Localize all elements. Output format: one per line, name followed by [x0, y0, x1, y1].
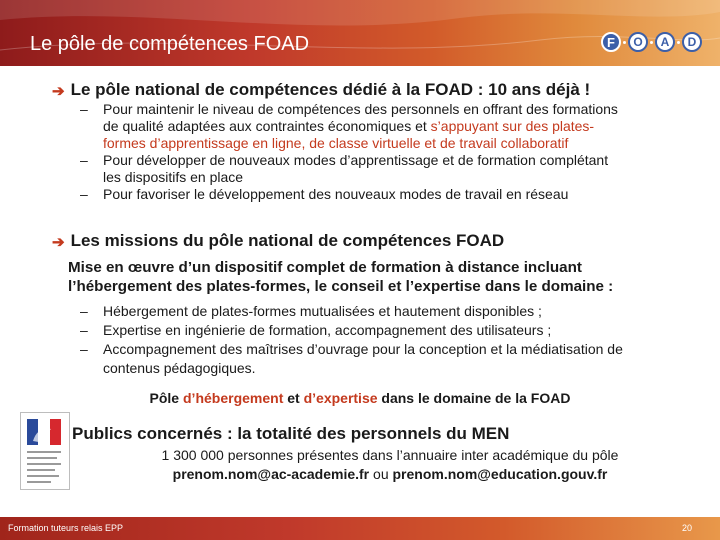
list-item: – Expertise en ingénierie de formation, accompagnement des utilisateurs ; [80, 322, 552, 338]
email-link[interactable]: prenom.nom@ac-academie.fr [172, 466, 370, 482]
highlight-text: s’appuyant sur des plates- [430, 118, 595, 134]
section1-heading: ➔ Le pôle national de compétences dédié à la FOAD : 10 ans déjà ! [52, 80, 591, 100]
list-item: – Pour développer de nouveaux modes d’apprentissage et de formation complétant les dispositifs en place [80, 152, 609, 185]
header-banner [0, 0, 720, 66]
footer-caption: Formation tuteurs relais EPP [8, 523, 124, 533]
logo-letter-f: F [601, 32, 621, 52]
logo-letter-d: D [682, 32, 702, 52]
section1-list [80, 101, 618, 203]
slide-title: Le pôle de compétences FOAD [30, 33, 310, 55]
footer-bar [0, 517, 720, 540]
logo-letter-o: O [628, 32, 648, 52]
list-item: – Accompagnement des maîtrises d’ouvrage pour la conception et la médiatisation de contenus pédagogiques. [80, 341, 623, 376]
list-item: – Pour maintenir le niveau de compétences des personnels en offrant des formations de qualité adaptées aux contraintes économiques et s’appuyant sur des plates- formes d’apprentissage en ligne, de classe virtuelle et de travail collaboratif [80, 101, 618, 151]
summary-line: Pôle d’hébergement et d’expertise dans le domaine de la FOAD [149, 390, 571, 406]
section2-intro: Mise en œuvre d’un dispositif complet de formation à distance incluant l’hébergement des plates-formes, le conseil et l’expertise dans le domaine : [68, 259, 614, 295]
foad-logo [601, 32, 702, 52]
list-item: – Pour favoriser le développement des nouveaux modes de travail en réseau [80, 186, 569, 202]
email-link[interactable]: prenom.nom@education.gouv.fr [392, 466, 608, 482]
section3-details: 1 300 000 personnes présentes dans l’annuaire inter académique du pôle prenom.nom@ac-academie.fr ou prenom.nom@education.gouv.fr [161, 447, 619, 482]
marianne-flag-icon [27, 419, 61, 445]
logo-letter-a: A [655, 32, 675, 52]
arrow-icon: ➔ [52, 234, 65, 251]
section3-heading: Publics concernés : la totalité des personnels du MEN [72, 424, 510, 443]
arrow-icon: ➔ [52, 83, 65, 100]
section2-heading: ➔ Les missions du pôle national de compétences FOAD [52, 231, 505, 251]
section2-list [80, 302, 623, 378]
highlight-text: formes d’apprentissage en ligne, de classe virtuelle et de travail collaboratif [103, 135, 569, 151]
list-item: – Hébergement de plates-formes mutualisées et hautement disponibles ; [80, 303, 542, 319]
page-number: 20 [681, 523, 692, 533]
